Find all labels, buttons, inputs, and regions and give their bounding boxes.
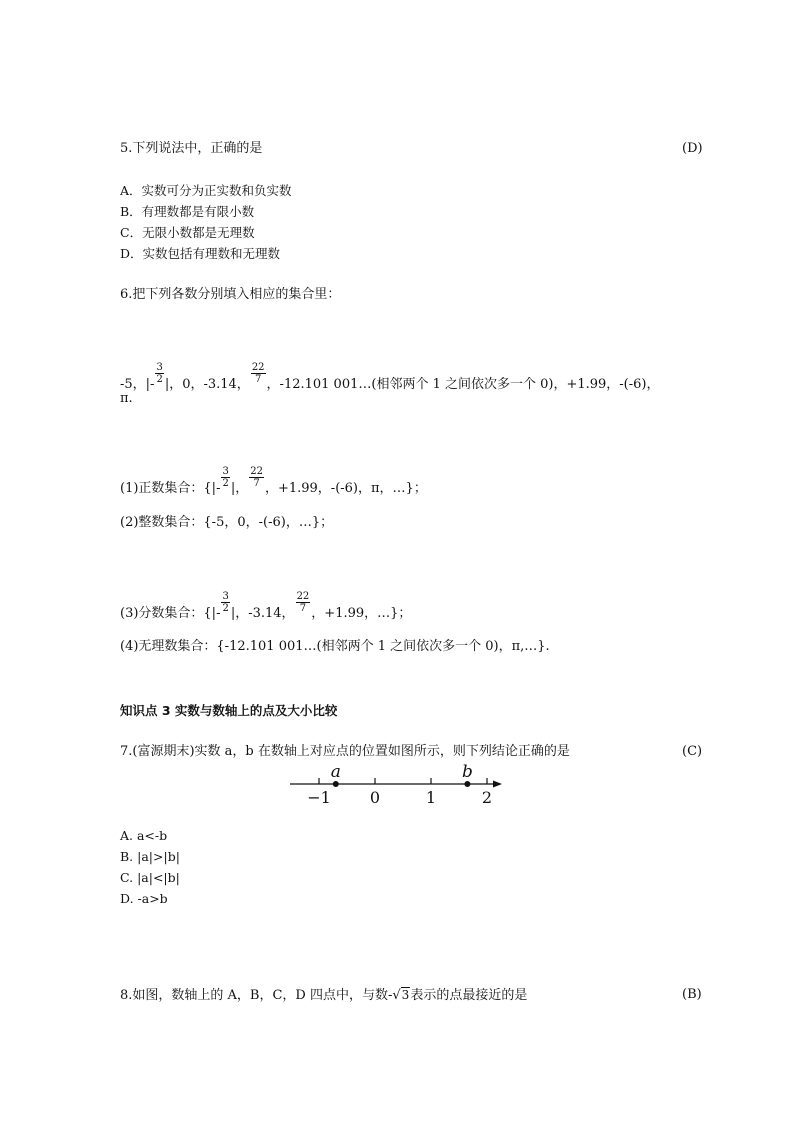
number-line-point-label: b — [461, 762, 473, 782]
q8-answer: (B) — [682, 987, 702, 1002]
q6-number-list — [120, 362, 660, 393]
number-line-tick-label: −1 — [307, 788, 331, 807]
number-line — [290, 762, 502, 807]
q5-option-a: A．实数可分为正实数和负实数 — [120, 183, 292, 198]
number-line-figure — [280, 760, 510, 810]
number-line-tick-label: 1 — [425, 788, 437, 807]
number-line-point-label: a — [330, 762, 341, 782]
q6-fraction-set: (3)分数集合：{|- $\frac{3}{2}$ |，-3.14， $\frac{22}{7}$ ，+1.99，…}； — [120, 591, 412, 621]
q5-option-d: D．实数包括有理数和无理数 — [120, 246, 281, 261]
q6-integer-set: (2)整数集合：{-5，0，-(-6)，…}； — [120, 515, 334, 530]
fraction: $\frac{22}{7}$ — [296, 591, 310, 614]
fraction: $\frac{22}{7}$ — [251, 362, 265, 385]
q6-list-part1: -5，|- — [120, 377, 155, 392]
q6-irrational-set: (4)无理数集合：{-12.101 001…(相邻两个 1 之间依次多一个 0)，π,…}. — [120, 639, 550, 654]
section-heading: 知识点 3 实数与数轴上的点及大小比较 — [120, 703, 338, 718]
q7-option-a: A. a<-b — [120, 828, 168, 843]
number-line-tick-label: 0 — [369, 788, 381, 807]
sqrt: √3 — [392, 988, 410, 1003]
q6-list-part3: ，-12.101 001…(相邻两个 1 之间依次多一个 0)，+1.99，-(-6)， — [266, 377, 660, 392]
number-line-arrow-icon — [493, 781, 502, 788]
number-line-tick-label: 2 — [481, 788, 493, 807]
fraction: $\frac{3}{2}$ — [222, 591, 229, 614]
q6-list-part2: |，0，-3.14， — [164, 377, 250, 392]
radical-sign-icon: √ — [392, 988, 401, 1003]
q6-positive-set: (1)正数集合：{|- $\frac{3}{2}$ |， $\frac{22}{7}$ ，+1.99，-(-6)，π，…}； — [120, 466, 427, 496]
q7-option-b: B. |a|>|b| — [120, 849, 180, 864]
fraction: $\frac{3}{2}$ — [222, 466, 229, 489]
fraction: $\frac{3}{2}$ — [156, 362, 163, 385]
q5-answer: (D) — [682, 141, 703, 156]
q7-option-d: D. -a>b — [120, 891, 168, 906]
q7-answer: (C) — [682, 744, 703, 759]
q5-option-b: B．有理数都是有限小数 — [120, 204, 255, 219]
q8-stem: 8.如图，数轴上的 A，B，C，D 四点中，与数-√3表示的点最接近的是 — [120, 988, 528, 1003]
q7-option-c: C. |a|<|b| — [120, 870, 180, 885]
q6-stem: 6.把下列各数分别填入相应的集合里： — [120, 287, 341, 302]
q6-list-line2: π. — [120, 391, 133, 406]
q5-stem: 5.下列说法中，正确的是 — [120, 141, 263, 156]
q5-option-c: C．无限小数都是无理数 — [120, 225, 255, 240]
fraction: $\frac{22}{7}$ — [250, 466, 263, 489]
q7-stem: 7.(富源期末)实数 a，b 在数轴上对应点的位置如图所示，则下列结论正确的是 — [120, 744, 570, 759]
